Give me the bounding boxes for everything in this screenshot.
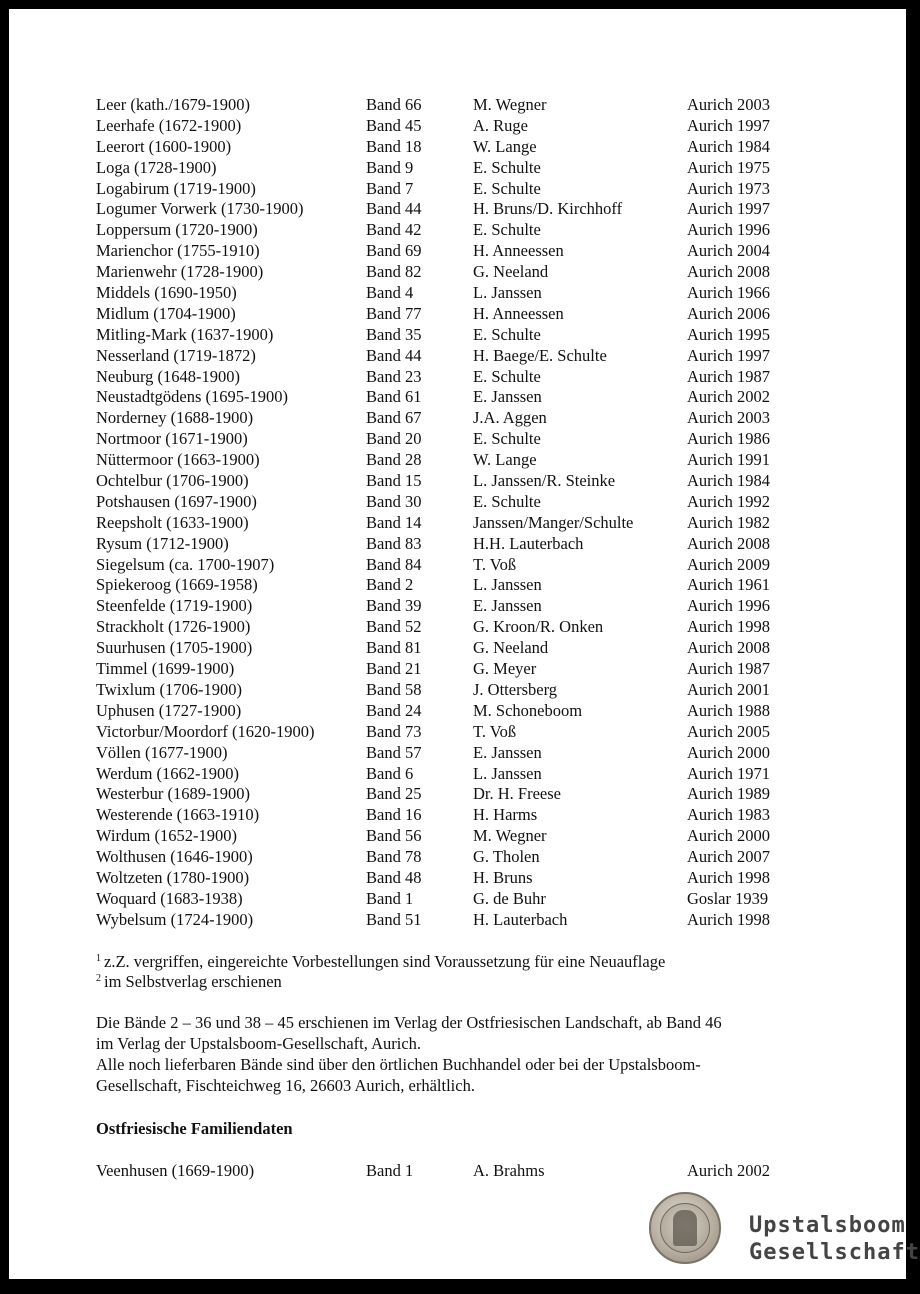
publication-cell: Aurich 1982 <box>687 512 770 532</box>
author-cell: Janssen/Manger/Schulte <box>473 512 634 532</box>
author-cell: E. Schulte <box>473 220 541 240</box>
place-cell: Wolthusen (1646-1900) <box>96 847 253 867</box>
place-cell: Leer (kath./1679-1900) <box>96 95 250 114</box>
band-cell: Band 1 <box>366 888 414 908</box>
band-cell: Band 7 <box>366 178 414 198</box>
author-cell: E. Janssen <box>473 596 542 616</box>
publication-cell: Aurich 1996 <box>687 596 770 616</box>
logo-text <box>749 1212 920 1266</box>
paragraph-line: im Verlag der Upstalsboom-Gesellschaft, Aurich. <box>96 1033 422 1053</box>
author-cell: E. Schulte <box>473 429 541 449</box>
band-cell: Band 69 <box>366 241 422 261</box>
publication-cell: Aurich 2002 <box>687 387 770 407</box>
band-cell: Band 52 <box>366 617 422 637</box>
author-cell: H. Bruns/D. Kirchhoff <box>473 199 623 219</box>
familiendaten-row <box>96 1161 796 1182</box>
publication-cell: Aurich 2002 <box>687 1161 770 1180</box>
logo-line-2: Gesellschaft <box>749 1240 920 1265</box>
band-cell: Band 77 <box>366 303 422 323</box>
paragraph-line: Gesellschaft, Fischteichweg 16, 26603 Aurich, erhältlich. <box>96 1075 475 1095</box>
author-cell: E. Schulte <box>473 491 541 511</box>
publication-cell: Aurich 1987 <box>687 366 770 386</box>
publication-cell: Aurich 1973 <box>687 178 770 198</box>
publication-cell: Aurich 1997 <box>687 345 770 365</box>
place-cell: Nüttermoor (1663-1900) <box>96 450 260 470</box>
author-cell: A. Brahms <box>473 1161 545 1180</box>
author-cell: M. Wegner <box>473 95 547 114</box>
band-cell: Band 51 <box>366 909 422 929</box>
footnote-text: z.Z. vergriffen, eingereichte Vorbestellungen sind Voraussetzung für eine Neuauflage <box>104 952 666 971</box>
author-cell: E. Schulte <box>473 178 541 198</box>
author-cell: H. Baege/E. Schulte <box>473 345 607 365</box>
publication-cell: Aurich 1971 <box>687 763 770 783</box>
place-cell: Nesserland (1719-1872) <box>96 345 256 365</box>
author-cell: Dr. H. Freese <box>473 784 561 804</box>
publication-cell: Aurich 1984 <box>687 471 770 491</box>
place-cell: Woltzeten (1780-1900) <box>96 867 250 887</box>
publication-cell: Aurich 2008 <box>687 262 770 282</box>
place-cell: Werdum (1662-1900) <box>96 763 240 783</box>
publication-cell: Aurich 2000 <box>687 826 770 846</box>
author-cell: G. de Buhr <box>473 888 546 908</box>
band-cell: Band 81 <box>366 638 422 658</box>
publication-cell: Aurich 2003 <box>687 408 770 428</box>
place-cell: Nortmoor (1671-1900) <box>96 429 248 449</box>
band-cell: Band 67 <box>366 408 422 428</box>
band-cell: Band 4 <box>366 283 414 303</box>
footnote-mark: 1 <box>96 953 101 964</box>
band-cell: Band 66 <box>366 95 422 114</box>
publication-cell: Aurich 1996 <box>687 220 770 240</box>
place-cell: Veenhusen (1669-1900) <box>96 1161 255 1180</box>
place-cell: Westerbur (1689-1900) <box>96 784 251 804</box>
publication-cell: Aurich 1989 <box>687 784 770 804</box>
footnote-1 <box>96 952 665 972</box>
author-cell: E. Janssen <box>473 742 542 762</box>
place-cell: Neuburg (1648-1900) <box>96 366 241 386</box>
author-cell: G. Neeland <box>473 638 549 658</box>
band-cell: Band 56 <box>366 826 422 846</box>
band-cell: Band 35 <box>366 324 422 344</box>
place-cell: Woquard (1683-1938) <box>96 888 243 908</box>
paragraph-line: Die Bände 2 – 36 und 38 – 45 erschienen im Verlag der Ostfriesischen Landschaft, ab Band 46 <box>96 1013 722 1032</box>
author-cell: J. Ottersberg <box>473 679 558 699</box>
author-cell: W. Lange <box>473 136 537 156</box>
place-cell: Marienchor (1755-1910) <box>96 241 260 261</box>
band-cell: Band 82 <box>366 262 422 282</box>
band-cell: Band 23 <box>366 366 422 386</box>
place-cell: Neustadtgödens (1695-1900) <box>96 387 289 407</box>
place-cell: Loppersum (1720-1900) <box>96 220 258 240</box>
band-cell: Band 45 <box>366 115 422 135</box>
band-cell: Band 83 <box>366 533 422 553</box>
band-cell: Band 44 <box>366 199 422 219</box>
place-cell: Mitling-Mark (1637-1900) <box>96 324 274 344</box>
author-cell: E. Schulte <box>473 157 541 177</box>
author-cell: H. Anneessen <box>473 303 564 323</box>
band-cell: Band 44 <box>366 345 422 365</box>
publication-cell: Aurich 2006 <box>687 303 770 323</box>
seal-icon <box>649 1192 721 1264</box>
publication-cell: Aurich 2001 <box>687 679 770 699</box>
author-cell: G. Tholen <box>473 847 540 867</box>
band-cell: Band 25 <box>366 784 422 804</box>
place-cell: Leerort (1600-1900) <box>96 136 232 156</box>
place-cell: Potshausen (1697-1900) <box>96 491 257 511</box>
publication-cell: Aurich 1986 <box>687 429 770 449</box>
place-cell: Ochtelbur (1706-1900) <box>96 471 249 491</box>
author-cell: H. Harms <box>473 805 538 825</box>
author-cell: G. Kroon/R. Onken <box>473 617 604 637</box>
place-cell: Victorbur/Moordorf (1620-1900) <box>96 721 315 741</box>
place-cell: Logumer Vorwerk (1730-1900) <box>96 199 304 219</box>
publication-cell: Aurich 1995 <box>687 324 770 344</box>
band-cell: Band 84 <box>366 554 422 574</box>
place-cell: Loga (1728-1900) <box>96 157 217 177</box>
author-cell: L. Janssen <box>473 763 542 783</box>
publication-cell: Aurich 1992 <box>687 491 770 511</box>
section-heading: Ostfriesische Familiendaten <box>96 1119 293 1138</box>
band-cell: Band 48 <box>366 867 422 887</box>
band-cell: Band 30 <box>366 491 422 511</box>
publication-cell: Aurich 1961 <box>687 575 770 595</box>
place-cell: Siegelsum (ca. 1700-1907) <box>96 554 275 574</box>
place-cell: Twixlum (1706-1900) <box>96 679 242 699</box>
publication-cell: Aurich 2007 <box>687 847 770 867</box>
author-cell: T. Voß <box>473 554 517 574</box>
place-cell: Midlum (1704-1900) <box>96 303 236 323</box>
publication-cell: Aurich 2000 <box>687 742 770 762</box>
place-cell: Timmel (1699-1900) <box>96 659 235 679</box>
place-cell: Uphusen (1727-1900) <box>96 700 242 720</box>
publication-cell: Aurich 1988 <box>687 700 770 720</box>
footnote-2 <box>96 972 282 992</box>
publication-cell: Aurich 1966 <box>687 283 770 303</box>
band-cell: Band 28 <box>366 450 422 470</box>
publication-cell: Aurich 2008 <box>687 638 770 658</box>
band-cell: Band 6 <box>366 763 414 783</box>
place-cell: Strackholt (1726-1900) <box>96 617 251 637</box>
band-cell: Band 1 <box>366 1161 414 1180</box>
band-cell: Band 58 <box>366 679 422 699</box>
author-cell: G. Meyer <box>473 659 537 679</box>
publication-cell: Aurich 1975 <box>687 157 770 177</box>
place-cell: Middels (1690-1950) <box>96 283 237 303</box>
band-cell: Band 24 <box>366 700 422 720</box>
author-cell: M. Schoneboom <box>473 700 583 720</box>
publication-cell: Aurich 1991 <box>687 450 770 470</box>
author-cell: L. Janssen/R. Steinke <box>473 471 616 491</box>
publication-cell: Aurich 1998 <box>687 909 770 929</box>
author-cell: J.A. Aggen <box>473 408 547 428</box>
band-cell: Band 21 <box>366 659 422 679</box>
band-cell: Band 42 <box>366 220 422 240</box>
place-cell: Norderney (1688-1900) <box>96 408 254 428</box>
author-cell: H. Bruns <box>473 867 533 887</box>
place-cell: Wybelsum (1724-1900) <box>96 909 254 929</box>
publisher-paragraph <box>96 1013 796 1097</box>
author-cell: H.H. Lauterbach <box>473 533 584 553</box>
band-cell: Band 39 <box>366 596 422 616</box>
author-cell: M. Wegner <box>473 826 547 846</box>
logo-line-1: Upstalsboom <box>749 1213 906 1238</box>
place-cell: Suurhusen (1705-1900) <box>96 638 253 658</box>
author-cell: A. Ruge <box>473 115 528 135</box>
band-cell: Band 9 <box>366 157 414 177</box>
band-cell: Band 78 <box>366 847 422 867</box>
publication-cell: Aurich 2005 <box>687 721 770 741</box>
band-cell: Band 73 <box>366 721 422 741</box>
publication-cell: Aurich 2009 <box>687 554 770 574</box>
publication-cell: Aurich 1984 <box>687 136 770 156</box>
author-cell: E. Janssen <box>473 387 542 407</box>
publication-cell: Aurich 2008 <box>687 533 770 553</box>
footnote-text: im Selbstverlag erschienen <box>104 972 282 991</box>
author-cell: H. Anneessen <box>473 241 564 261</box>
paragraph-line: Alle noch lieferbaren Bände sind über den örtlichen Buchhandel oder bei der Upstalsboom- <box>96 1054 701 1074</box>
author-cell: L. Janssen <box>473 283 542 303</box>
publication-cell: Aurich 2004 <box>687 241 770 261</box>
author-cell: E. Schulte <box>473 366 541 386</box>
publication-cell: Aurich 1987 <box>687 659 770 679</box>
band-cell: Band 57 <box>366 742 422 762</box>
band-cell: Band 18 <box>366 136 422 156</box>
band-cell: Band 61 <box>366 387 422 407</box>
author-cell: T. Voß <box>473 721 517 741</box>
author-cell: H. Lauterbach <box>473 909 568 929</box>
publication-cell: Aurich 1998 <box>687 617 770 637</box>
place-cell: Westerende (1663-1910) <box>96 805 260 825</box>
place-cell: Wirdum (1652-1900) <box>96 826 237 846</box>
document-page <box>9 9 920 1279</box>
publication-cell: Aurich 1997 <box>687 115 770 135</box>
place-cell: Rysum (1712-1900) <box>96 533 229 553</box>
publication-cell: Aurich 1998 <box>687 867 770 887</box>
publication-cell: Goslar 1939 <box>687 888 769 908</box>
author-cell: W. Lange <box>473 450 537 470</box>
band-cell: Band 16 <box>366 805 422 825</box>
band-cell: Band 20 <box>366 429 422 449</box>
band-cell: Band 14 <box>366 512 422 532</box>
place-cell: Steenfelde (1719-1900) <box>96 596 253 616</box>
author-cell: L. Janssen <box>473 575 542 595</box>
place-cell: Logabirum (1719-1900) <box>96 178 256 198</box>
place-cell: Reepsholt (1633-1900) <box>96 512 249 532</box>
publication-cell: Aurich 1983 <box>687 805 770 825</box>
author-cell: E. Schulte <box>473 324 541 344</box>
publication-cell: Aurich 1997 <box>687 199 770 219</box>
place-cell: Leerhafe (1672-1900) <box>96 115 242 135</box>
publication-cell: Aurich 2003 <box>687 95 770 114</box>
place-cell: Marienwehr (1728-1900) <box>96 262 264 282</box>
place-cell: Völlen (1677-1900) <box>96 742 228 762</box>
footnote-mark: 2 <box>96 973 101 984</box>
author-cell: G. Neeland <box>473 262 549 282</box>
band-cell: Band 15 <box>366 471 422 491</box>
band-cell: Band 2 <box>366 575 414 595</box>
place-cell: Spiekeroog (1669-1958) <box>96 575 258 595</box>
upstalsboom-logo <box>649 1184 920 1274</box>
